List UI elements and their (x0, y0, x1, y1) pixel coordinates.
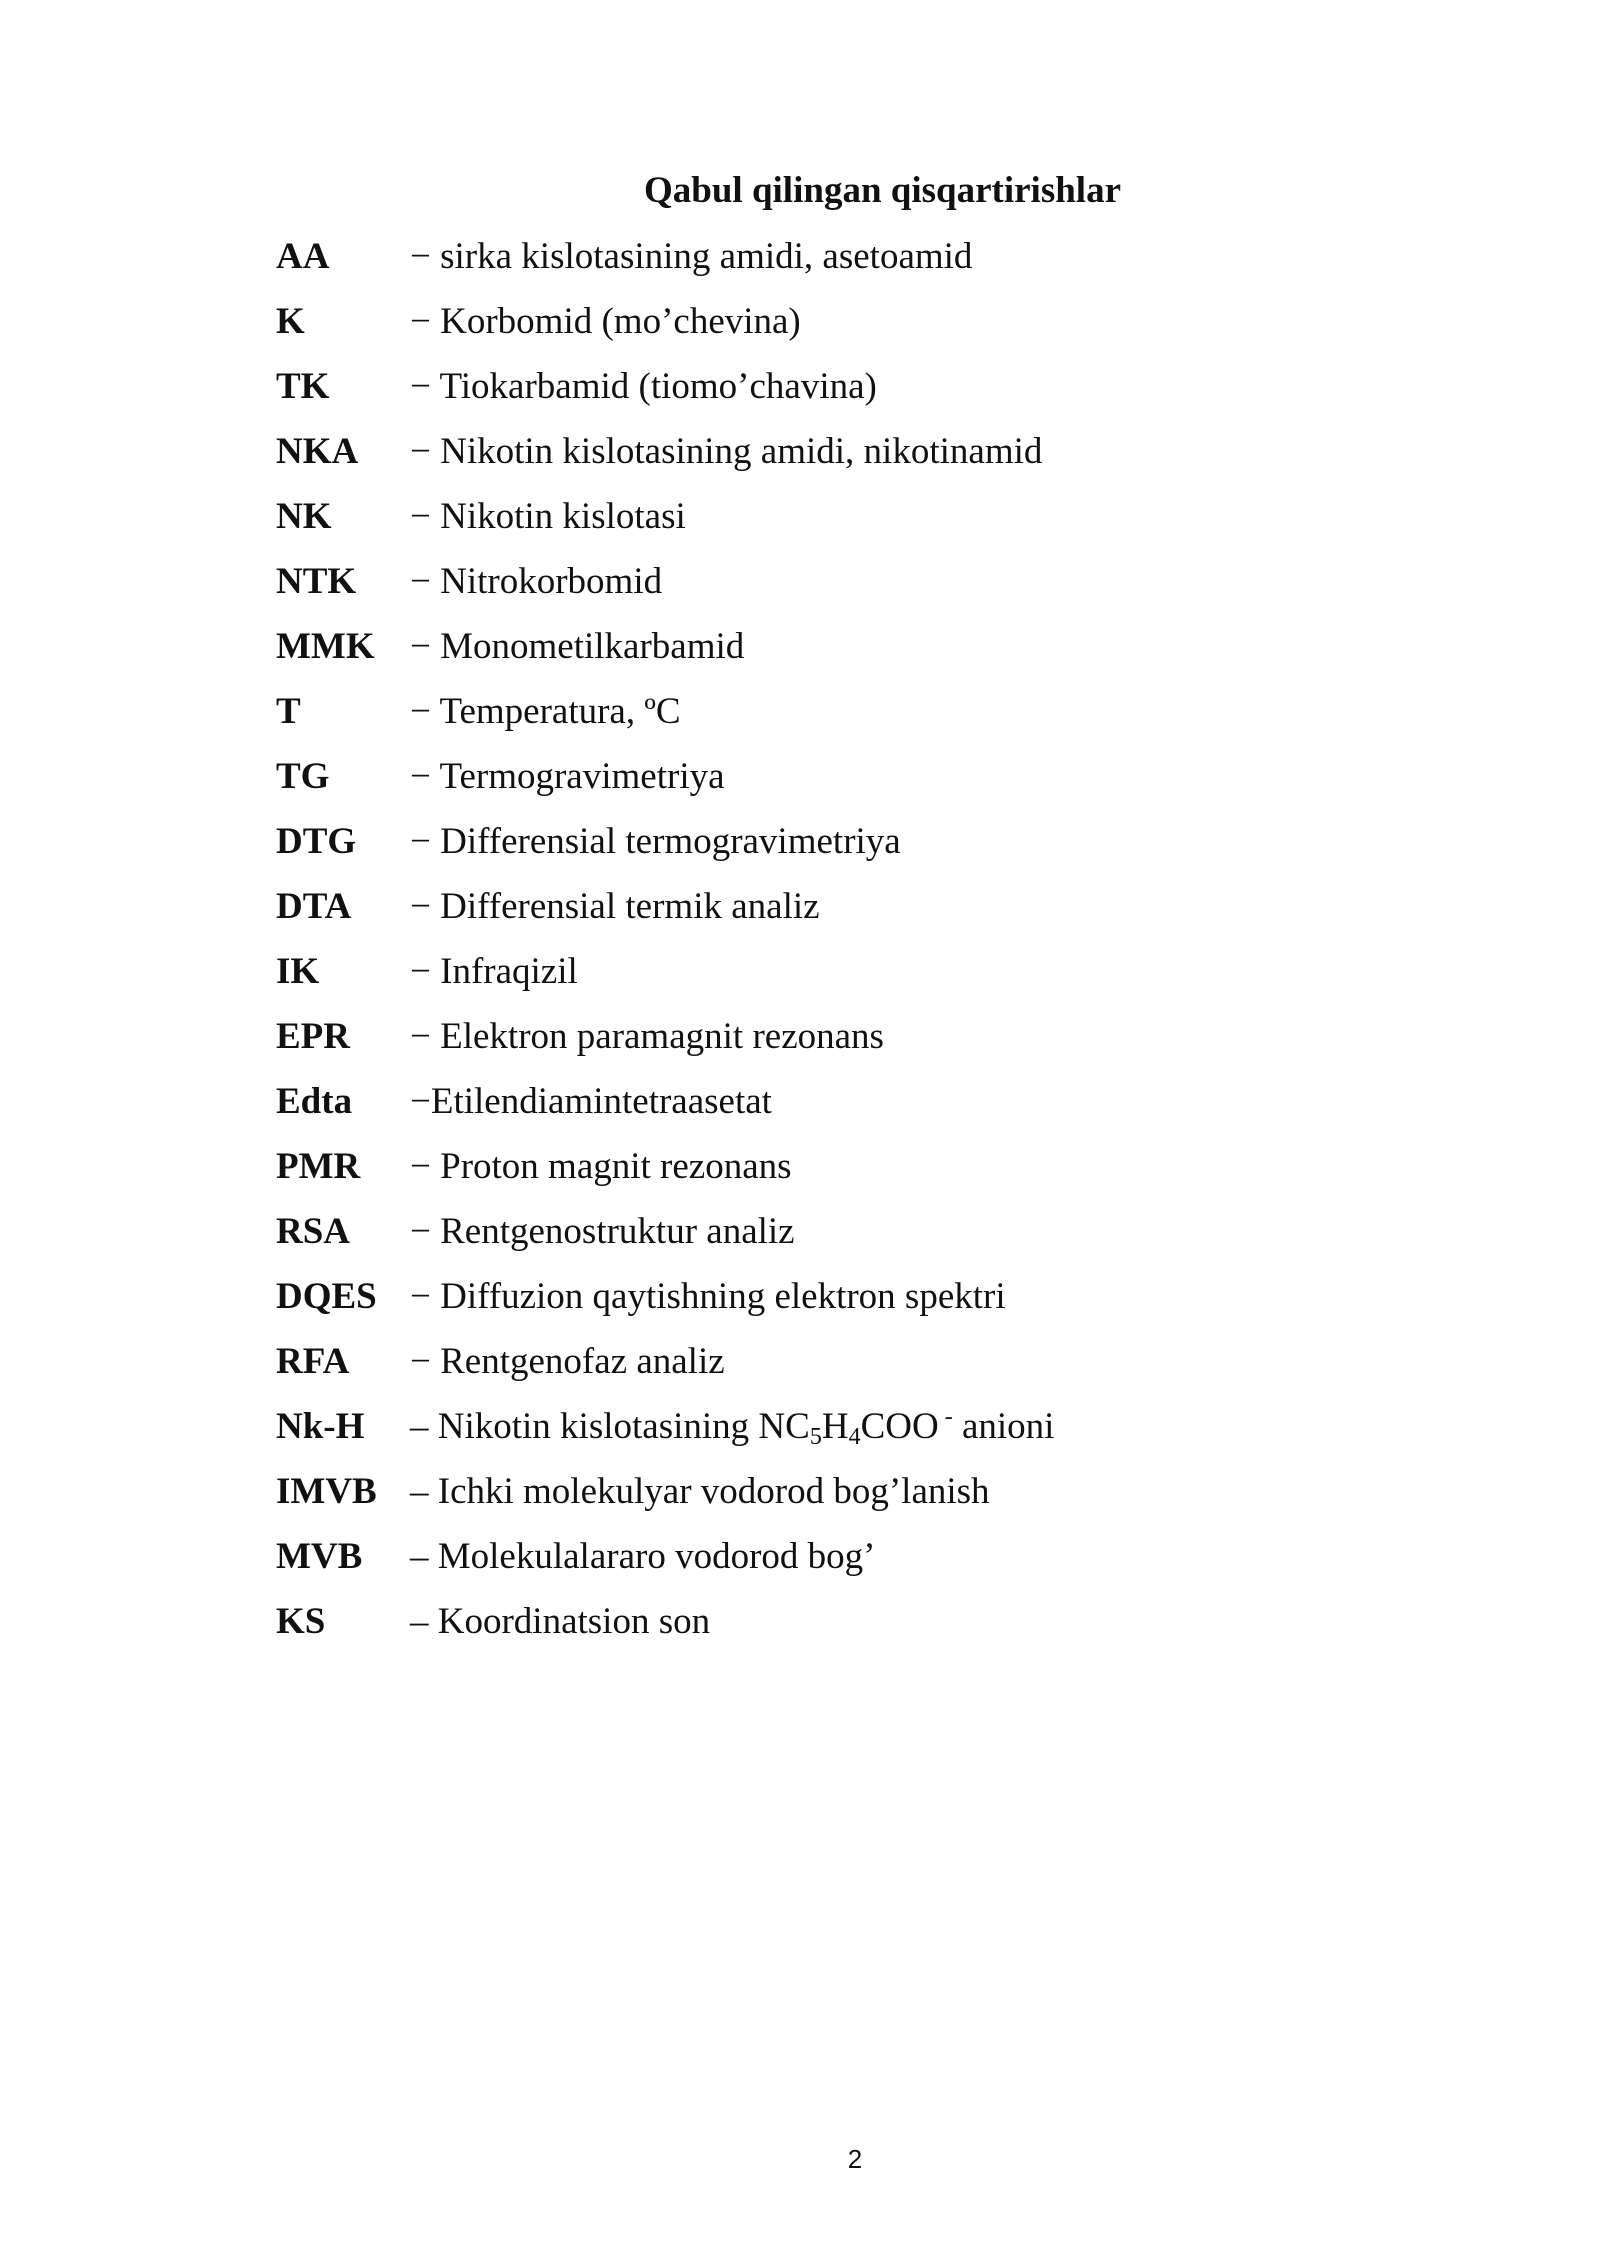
abbreviation-row (276, 621, 1476, 686)
abbreviation: TG (276, 756, 330, 797)
abbreviation-row (276, 1141, 1476, 1206)
definition: − Elektron paramagnit rezonans (410, 1016, 884, 1057)
definition: − Proton magnit rezonans (410, 1146, 792, 1187)
abbreviation-row (276, 1271, 1476, 1336)
definition: − Monometilkarbamid (410, 626, 745, 667)
abbreviation: TK (276, 366, 330, 407)
abbreviation: MVB (276, 1536, 363, 1577)
definition: − Differensial termik analiz (410, 886, 820, 927)
abbreviation: NK (276, 496, 332, 537)
abbreviation: IMVB (276, 1471, 377, 1512)
abbreviation: RSA (276, 1211, 351, 1252)
abbreviation-row (276, 556, 1476, 621)
abbreviation-row (276, 1466, 1476, 1531)
definition: − Korbomid (mo’chevina) (410, 301, 801, 342)
abbreviation-row (276, 1011, 1476, 1076)
abbreviation: Edta (276, 1081, 353, 1122)
definition: − Tiokarbamid (tiomo’chavina) (410, 366, 877, 407)
abbreviation: DQES (276, 1276, 377, 1317)
formula-text: COO (860, 1406, 939, 1447)
abbreviation: DTG (276, 821, 357, 862)
definition: – Molekulalararo vodorod bog’ (410, 1536, 876, 1577)
abbreviation: IK (276, 951, 320, 992)
definition: − sirka kislotasining amidi, asetoamid (410, 236, 973, 277)
abbreviation: Nk-H (276, 1406, 365, 1447)
definition: − Nikotin kislotasi (410, 496, 686, 537)
abbreviation: EPR (276, 1016, 350, 1057)
definition: − Rentgenostruktur analiz (410, 1211, 795, 1252)
abbreviation-row (276, 751, 1476, 816)
abbreviation: MMK (276, 626, 375, 667)
definition: – Ichki molekulyar vodorod bog’lanish (410, 1471, 990, 1512)
abbreviation-row (276, 1596, 1476, 1661)
abbreviation-row (276, 1076, 1476, 1141)
abbreviation: PMR (276, 1146, 361, 1187)
abbreviation: AA (276, 236, 330, 277)
definition-text: – Nikotin kislotasining NC (410, 1406, 810, 1447)
definition: – Koordinatsion son (410, 1601, 711, 1642)
abbreviation-row (276, 1336, 1476, 1401)
abbreviation-row (276, 1206, 1476, 1271)
abbreviation-row (276, 1531, 1476, 1596)
abbreviation: NKA (276, 431, 359, 472)
abbreviation: K (276, 301, 305, 342)
formula-subscript: 5 (809, 1424, 822, 1450)
page-title: Qabul qilingan qisqartirishlar (643, 170, 1122, 211)
formula-subscript: 4 (848, 1424, 861, 1450)
definition: − Differensial termogravimetriya (410, 821, 901, 862)
abbreviation: RFA (276, 1341, 350, 1382)
abbreviation: DTA (276, 886, 352, 927)
definition: − Diffuzion qaytishning elektron spektri (410, 1276, 1006, 1317)
abbreviation-row (276, 361, 1476, 426)
abbreviation-row (276, 946, 1476, 1011)
definition: − Termogravimetriya (410, 756, 725, 797)
abbreviation-row (276, 231, 1476, 296)
abbreviation-row (276, 816, 1476, 881)
abbreviation-row (276, 491, 1476, 556)
abbreviation-row (276, 296, 1476, 361)
definition: − Infraqizil (410, 951, 578, 992)
definition: − Rentgenofaz analiz (410, 1341, 725, 1382)
formula-text: H (821, 1406, 849, 1447)
abbreviation: NTK (276, 561, 357, 602)
page-number: 2 (847, 2144, 863, 2174)
abbreviation: T (276, 691, 301, 732)
definition: − Nitrokorbomid (410, 561, 663, 602)
definition-text: anioni (952, 1406, 1055, 1447)
abbreviation-row (276, 1401, 1476, 1466)
definition: − Temperatura, ºC (410, 691, 681, 732)
abbreviation-row (276, 881, 1476, 946)
charge-superscript: - (938, 1404, 953, 1430)
abbreviation-list (276, 231, 1476, 1661)
definition-with-formula (410, 1401, 1054, 1453)
abbreviation: KS (276, 1601, 326, 1642)
definition: −Etilendiamintetraasetat (410, 1081, 772, 1122)
definition: − Nikotin kislotasining amidi, nikotinamid (410, 431, 1043, 472)
abbreviation-row (276, 426, 1476, 491)
abbreviation-row (276, 686, 1476, 751)
